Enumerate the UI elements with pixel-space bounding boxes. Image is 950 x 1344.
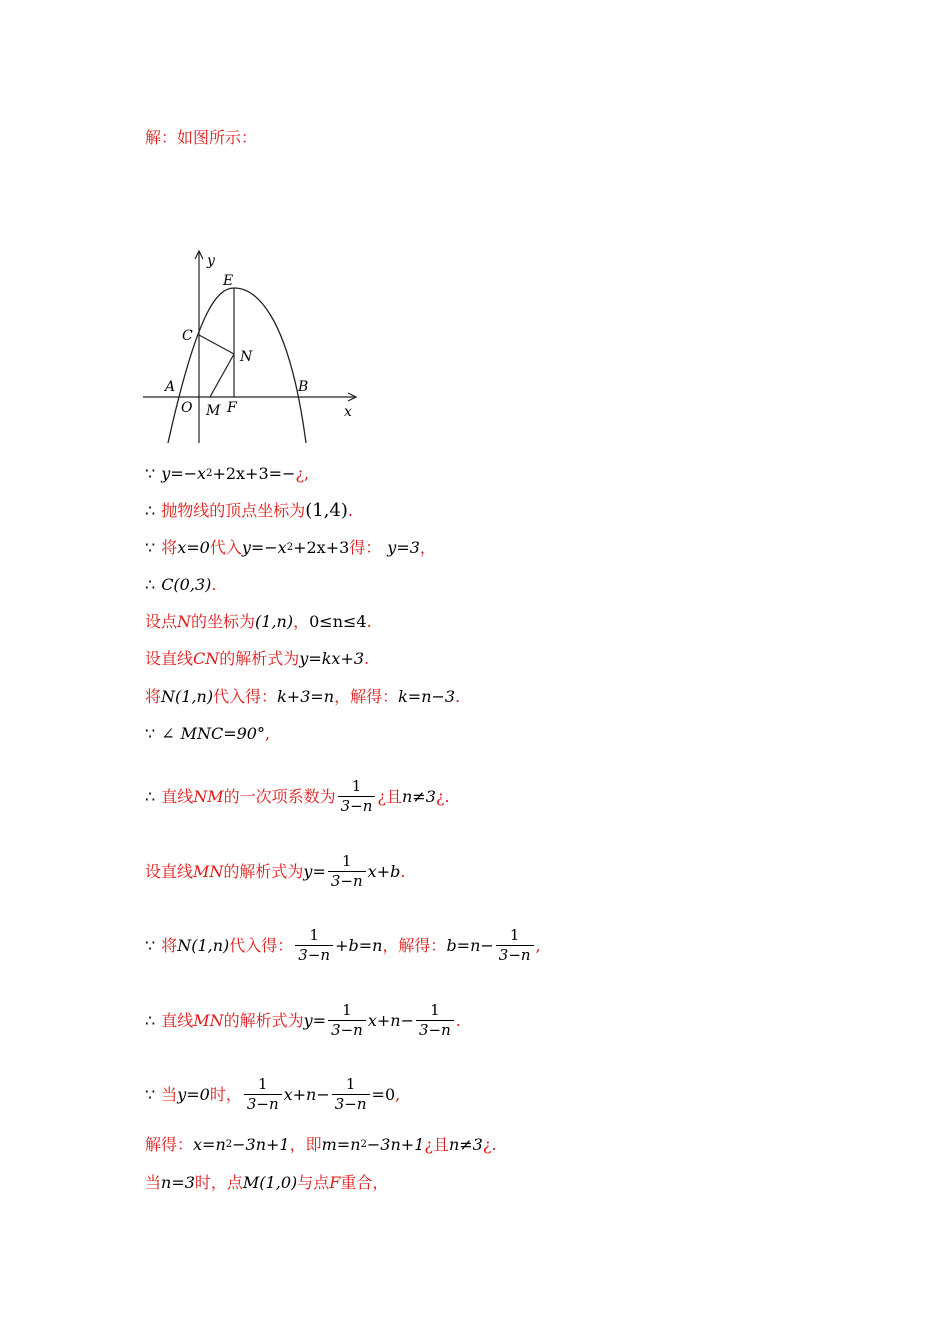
label-B: B [298, 379, 309, 395]
step-8: ∵ ∠ MNC=90° , [145, 724, 271, 743]
step-15: 当 n=3 时，点 M(1,0) 与点 F 重合， [145, 1173, 389, 1192]
step-11: ∵ 将 N(1,n) 代入得： $\frac{1}{3-n}$ +b=n ，解得： b=n− $\frac{1}{3-n}$ , [145, 926, 541, 964]
step-10: 设直线 MN 的解析式为 y= $\frac{1}{3-n}$ x+b . [145, 852, 406, 890]
fraction: $\frac{1}{3-n}$ [295, 926, 333, 965]
label-C: C [182, 328, 193, 344]
label-x: x [344, 404, 352, 420]
step-6: 设直线 CN 的解析式为 y=kx+3 . [145, 649, 370, 668]
step-7: 将 N(1,n) 代入得： k+3=n ，解得： k=n−3 . [145, 687, 461, 706]
fraction: $\frac{1}{3-n}$ [328, 852, 366, 891]
step-12: ∴ 直线 MN 的解析式为 y= $\frac{1}{3-n}$ x+n− $\frac{1}{3-n}$ . [145, 1001, 461, 1039]
label-y: y [207, 253, 215, 269]
solution-heading: 解：如图所示： [145, 128, 258, 147]
fraction: $\frac{1}{3-n}$ [332, 1075, 370, 1114]
label-M: M [206, 403, 221, 419]
step-1: ∵ y=−x 2 +2x+3=− ¿ , [145, 464, 310, 483]
fraction: $\frac{1}{3-n}$ [338, 777, 376, 816]
fraction: $\frac{1}{3-n}$ [496, 926, 534, 965]
fraction: $\frac{1}{3-n}$ [244, 1075, 282, 1114]
step-5: 设点 N 的坐标为 (1,n) ， 0≤n≤4 . [145, 612, 372, 631]
parabola-curve [168, 288, 309, 443]
fraction: $\frac{1}{3-n}$ [328, 1001, 366, 1040]
step-3: ∵ 将 x=0 代入 y=−x 2 +2x+3 得： y=3 ， [145, 538, 436, 557]
step-9: ∴ 直线 NM 的一次项系数为 $\frac{1}{3-n}$ ¿ 且 n≠3 ¿ . [145, 777, 450, 815]
label-F: F [227, 400, 237, 416]
step-13: ∵ 当 y=0 时， $\frac{1}{3-n}$ x+n− $\frac{1}{3-n}$ =0 , [145, 1075, 401, 1113]
step-14: 解得： x=n 2 −3n+1 ，即 m=n 2 −3n+1 ¿ 且 n≠3 ¿ . [145, 1135, 497, 1154]
label-A: A [165, 379, 176, 395]
fraction: $\frac{1}{3-n}$ [416, 1001, 454, 1040]
step-4: ∴ C(0,3) . [145, 575, 217, 594]
step-2: ∴ 抛物线的顶点坐标为 (1,4) . [145, 500, 353, 521]
segment-CN [199, 335, 234, 354]
segment-NM [210, 354, 234, 397]
label-N: N [240, 349, 253, 365]
label-O: O [181, 400, 193, 416]
parabola-figure [138, 248, 368, 448]
label-E: E [223, 273, 234, 289]
